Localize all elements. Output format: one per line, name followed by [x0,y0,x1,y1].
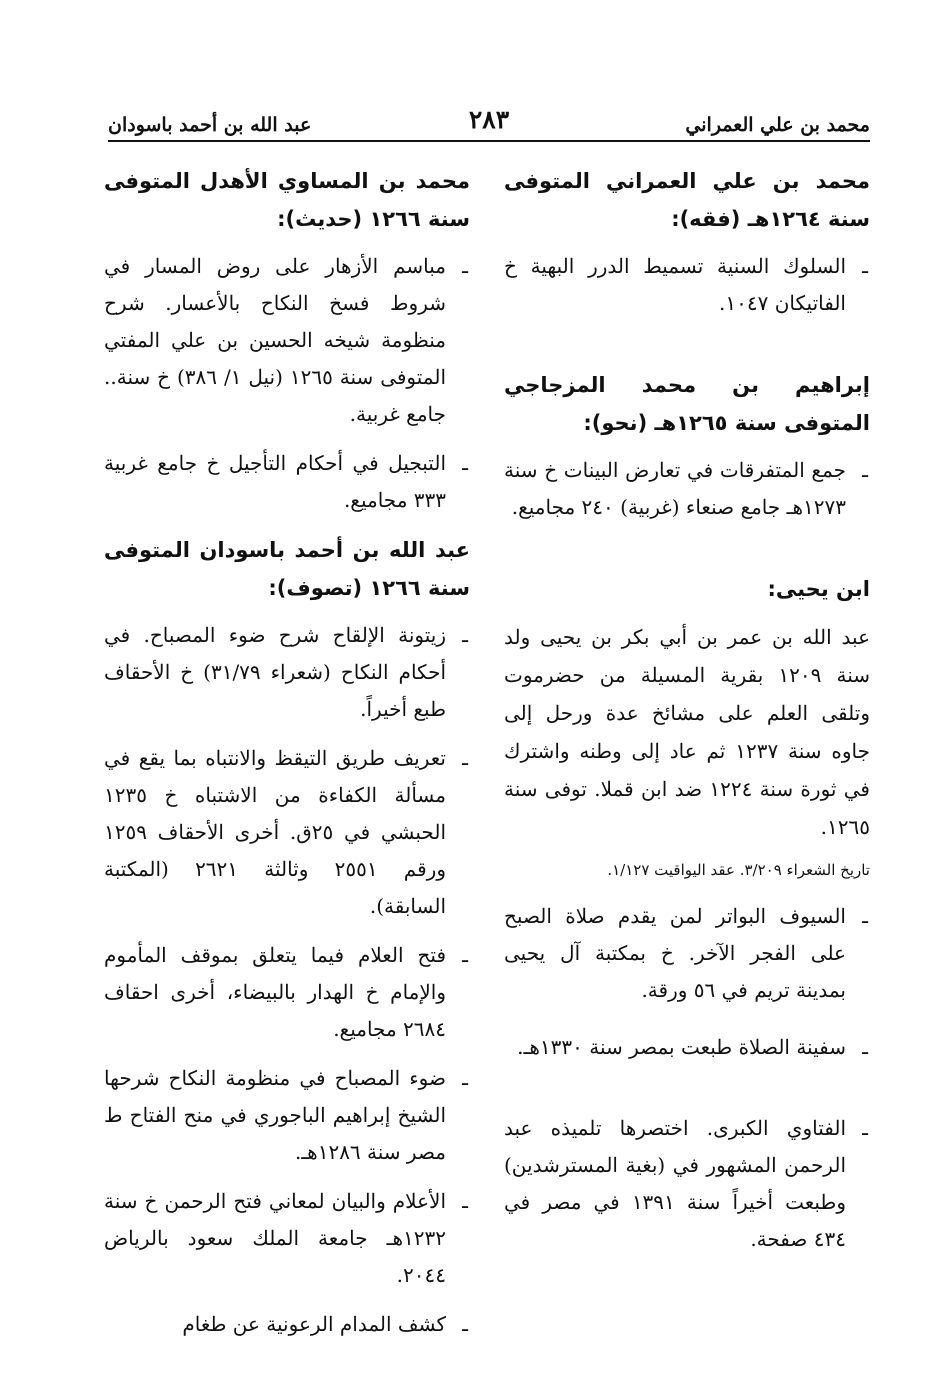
work-item: ـ السيوف البواتر لمن يقدم صلاة الصبح على الفجر الآخر. خ بمكتبة آل يحيى بمدينة تريم في ٥٦ ورقة. [504,898,870,1009]
header-rule [108,140,870,142]
work-item: ـ الأعلام والبيان لمعاني فتح الرحمن خ سنة ١٢٣٢هـ جامعة الملك سعود بالرياض ٢٠٤٤. [104,1183,470,1294]
entry-heading: محمد بن علي العمراني المتوفى سنة ١٢٦٤هـ (فقه): [504,169,870,231]
biography-paragraph: عبد الله بن عمر بن أبي بكر بن يحيى ولد سنة ١٢٠٩ بقرية المسيلة من حضرموت وتلقى العلم على مشائخ عدة ورحل إلى جاوه سنة ١٢٣٧ ثم عاد إلى وطنه واشترك في ثورة سنة ١٢٢٤ ضد ابن قملا. توفى سنة ١٢٦٥. [504,625,871,839]
work-item: ـ تعريف طريق التيقظ والانتباه بما يقع في مسألة الكفاءة من الاشتباه خ ١٢٣٥ الحبشي في ٢٥ق. أخرى الأحقاف ١٢٥٩ ورقم ٢٥٥١ وثالثة ٢٦٢١ (المكتبة السابقة). [104,740,470,925]
work-item: ـ سفينة الصلاة طبعت بمصر سنة ١٣٣٠هـ. [504,1029,870,1066]
entry-heading: إبراهيم بن محمد المزجاجي المتوفى سنة ١٢٦٥هـ (نحو): [504,373,870,435]
work-item: ـ التبجيل في أحكام التأجيل خ جامع غربية ٣٣٣ مجاميع. [104,445,470,519]
work-item: ـ السلوك السنية تسميط الدرر البهية خ الفاتيكان ١٠٤٧. [504,248,870,322]
page-number: ٢٨٣ [468,105,510,134]
left-column [104,162,470,1355]
entry-heading: محمد بن المساوي الأهدل المتوفى سنة ١٢٦٦ (حديث): [104,169,470,231]
work-item: ـ جمع المتفرقات في تعارض البينات خ سنة ١٢٧٣هـ جامع صنعاء (غربية) ٢٤٠ مجاميع. [504,452,870,526]
work-item: ـ مباسم الأزهار على روض المسار في شروط فسخ النكاح بالأعسار. شرح منظومة شيخه الحسين بن علي المفتي المتوفى سنة ١٢٦٥ (نيل ١/ ٣٨٦) خ سنة.. جامع غربية. [104,248,470,433]
entry-heading: عبد الله بن أحمد باسودان المتوفى سنة ١٢٦٦ (تصوف): [104,538,470,600]
entry-heading: ابن يحيى: [767,577,870,601]
work-item: ـ ضوء المصباح في منظومة النكاح شرحها الشيخ إبراهيم الباجوري في منح الفتاح ط مصر سنة ١٢٨٦هـ. [104,1060,470,1171]
work-item: ـ زيتونة الإلقاح شرح ضوء المصباح. في أحكام النكاح (شعراء ٣١/٧٩) خ الأحقاف طبع أخيراً. [104,617,470,728]
right-column [504,162,870,1270]
header-right-title: محمد بن علي العمراني [685,114,870,136]
work-item: ـ فتح العلام فيما يتعلق بموقف المأموم والإمام خ الهدار بالبيضاء، أخرى احقاف ٢٦٨٤ مجاميع. [104,937,470,1048]
work-item: ـ الفتاوي الكبرى. اختصرها تلميذه عبد الرحمن المشهور في (بغية المسترشدين) وطبعت أخيراً سنة ١٣٩١ في مصر في ٤٣٤ صفحة. [504,1110,870,1258]
work-item: ـ كشف المدام الرعونية عن طغام [104,1306,470,1343]
header-left-title: عبد الله بن أحمد باسودان [108,114,312,136]
running-header [108,96,870,136]
source-note: تاريخ الشعراء ٣/٢٠٩. عقد اليواقيت ١/١٢٧. [607,861,870,879]
